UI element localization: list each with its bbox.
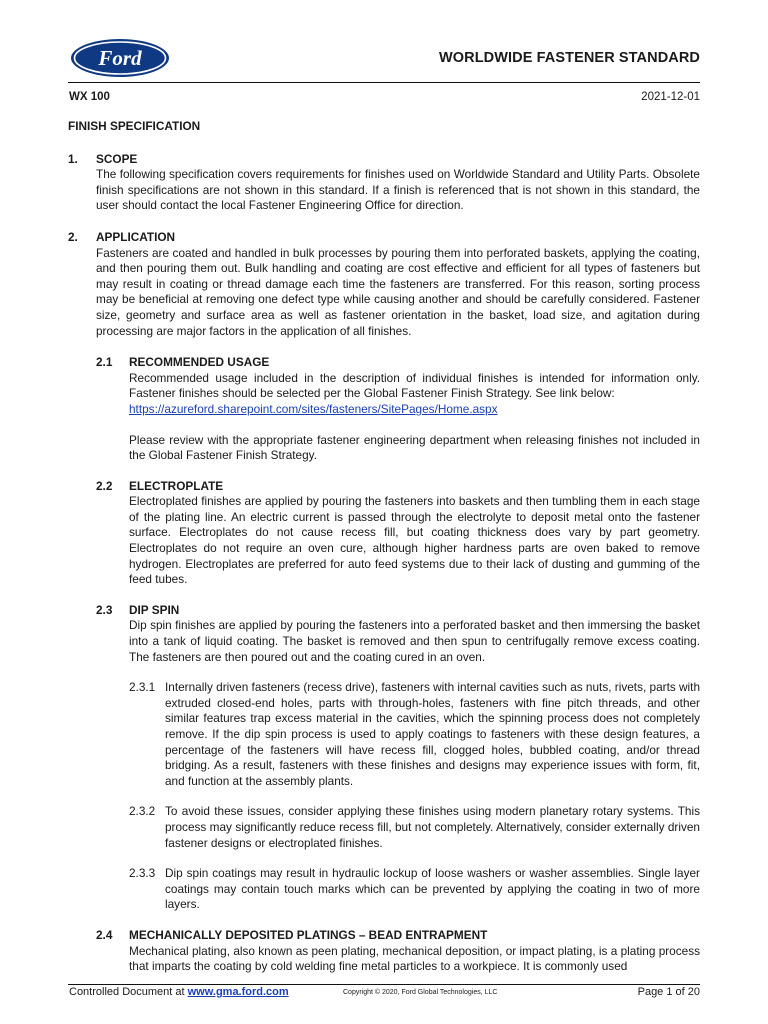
document-subtitle: FINISH SPECIFICATION: [68, 119, 201, 133]
section-heading: SCOPE: [96, 151, 138, 166]
footer-controlled-document: [69, 986, 289, 998]
subsection-dip-spin: [68, 603, 700, 665]
section-scope: [68, 152, 700, 214]
document-date: 2021-12-01: [641, 91, 700, 103]
subsection-text: Electroplated finishes are applied by pouring the fasteners into baskets and then tumbling them in each stage of the plating line. An electric current is passed through the electrolyte to deposit metal onto the fastener surface. Electroplates do not cause recess fill, but coating thickness does vary by part geometry. Electroplates do not require an oven cure, although higher hardness parts are oven baked to remove hydrogen. Electroplates are preferred for auto feed systems due to their lack of dusting and gumming of the feed tubes.: [129, 494, 700, 587]
subsection-mechanical-platings: [68, 928, 700, 975]
section-text: Fasteners are coated and handled in bulk processes by pouring them into perforated baskets, applying the coating, and then pouring them out. Bulk handling and coating are cost effective and efficient for all types of fasteners but may result in coating or thread damage each time the fasteners are transferred. For this reason, sorting process may be beneficial at removing one defect type while causing another and should be carefully considered. Fastener size, geometry and surface area as well as fastener orientation in the basket, load size, and agitation during processing are major factors in the application of all finishes.: [96, 245, 700, 338]
list-item: [68, 680, 700, 789]
footer-copyright: Copyright © 2020, Ford Global Technologies, LLC: [343, 989, 498, 996]
subsection-number: 2.4: [96, 927, 113, 942]
item-number: 2.3.2: [129, 804, 156, 819]
section-text: The following specification covers requirements for finishes used on Worldwide Standard and Utility Parts. Obsolete finish specifications are not shown in this standard. If a finish is referenced that is not shown in this standard, the user should contact the local Fastener Engineering Office for direction.: [96, 167, 700, 213]
section-application: [68, 230, 700, 339]
list-item: [68, 804, 700, 851]
logo-text: Ford: [98, 46, 142, 70]
item-text: Dip spin coatings may result in hydraulic lockup of loose washers or washer assemblies. Single layer coatings may contain touch marks which can be prevented by applying the coating in two of more layers.: [165, 866, 700, 912]
document-body: [68, 119, 700, 990]
section-number: 1.: [68, 151, 78, 166]
subsection-recommended-usage: [68, 355, 700, 464]
subsection-number: 2.3: [96, 602, 113, 617]
subsection-text: Recommended usage included in the description of individual finishes is intended for information only. Fastener finishes should be selected per the Global Fastener Finish Strategy. See link below:: [129, 370, 700, 401]
list-item: [68, 866, 700, 913]
footer-prefix: Controlled Document at: [69, 986, 188, 998]
document-title: WORLDWIDE FASTENER STANDARD: [438, 50, 700, 66]
subsection-number: 2.2: [96, 478, 113, 493]
subsection-text-2: Please review with the appropriate fastener engineering department when releasing finishes not included in the Global Fastener Finish Strategy.: [129, 432, 700, 463]
subsection-text: Mechanical plating, also known as peen plating, mechanical deposition, or impact plating, is a plating process that imparts the coating by cold welding fine metal particles to a workpiece. It is commonly used: [129, 943, 700, 974]
subsection-heading: ELECTROPLATE: [129, 478, 224, 493]
subsection-heading: MECHANICALLY DEPOSITED PLATINGS – BEAD ENTRAPMENT: [129, 927, 488, 942]
ford-logo: [70, 38, 170, 83]
subsection-heading: RECOMMENDED USAGE: [129, 355, 270, 370]
section-heading: APPLICATION: [96, 229, 176, 244]
section-number: 2.: [68, 229, 78, 244]
ford-oval-icon: [70, 38, 170, 78]
header-divider: [68, 82, 700, 83]
item-text: Internally driven fasteners (recess drive), fasteners with internal cavities such as nuts, rivets, parts with extruded closed-end holes, parts with through-holes, fasteners with fine pitch threads, and other similar features trap excess material in the cavities, which the spinning process does not completely remove. If the dip spin process is used to apply coatings to fasteners with these design features, a percentage of the fasteners will have recess fill, clogged holes, bubbled coating, and/or thread bridging. As a result, fasteners with these finishes and designs may experience issues with form, fit, and function at the assembly plants.: [165, 680, 701, 788]
subsection-heading: DIP SPIN: [129, 602, 180, 617]
subsection-text: Dip spin finishes are applied by pouring the fasteners into a perforated basket and then immersing the basket into a tank of liquid coating. The basket is removed and then spun to centrifugally remove excess coating. The fasteners are then poured out and the coating cured in an oven.: [129, 618, 700, 664]
subsection-electroplate: [68, 479, 700, 588]
page-number: Page 1 of 20: [637, 986, 700, 998]
item-text: To avoid these issues, consider applying these finishes using modern planetary rotary systems. This process may significantly reduce recess fill, but not completely. Alternatively, consider externally driven fastener designs or electroplated finishes.: [165, 804, 700, 850]
document-id: WX 100: [69, 91, 110, 103]
item-number: 2.3.3: [129, 866, 156, 881]
fastener-strategy-link[interactable]: https://azureford.sharepoint.com/sites/fasteners/SitePages/Home.aspx: [129, 401, 498, 416]
item-number: 2.3.1: [129, 680, 156, 695]
footer-divider: [68, 984, 700, 985]
subsection-number: 2.1: [96, 355, 113, 370]
gma-link[interactable]: www.gma.ford.com: [187, 986, 289, 998]
